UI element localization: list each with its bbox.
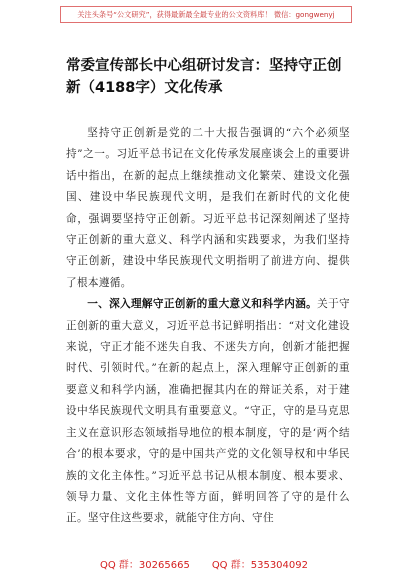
section-heading: 一、深入理解守正创新的重大意义和科学内涵。 bbox=[87, 298, 318, 311]
qq-group-1: QQ 群：30265665 bbox=[99, 560, 190, 571]
section-body-text: 关于守正创新的重大意义，习近平总书记鲜明指出：“对文化建设来说，守正才能不迷失自我、不迷失方向，创新才能把握时代、引领时代。”在新的起点上，深入理解守正创新的重要意义和科学内涵，准确把握其内在的辩证关系，对于建设中华民族现代文明具有重要意义。“守正，守的是马克思主义在意识形态领域指导地位的根本制度，守的是‘两个结合’的根本要求，守的是中国共产党的文化领导权和中华民族的文化主体性。”习近平总书记从根本制度、根本要求、领导力量、文化主体性等方面，鲜明回答了守的是什么正。坚守住这些要求，就能守住方向、守住 bbox=[66, 298, 350, 525]
promo-banner: 关注头条号“公文研究”，获得最新最全最专业的公文资料库！ 微信：gongwenyj bbox=[60, 6, 352, 23]
qq-group-2: QQ 群：535304092 bbox=[211, 560, 308, 571]
paragraph-intro: 坚持守正创新是党的二十大报告强调的“六个必须坚持”之一。习近平总书记在文化传承发展座谈会上的重要讲话中指出，在新的起点上继续推动文化繁荣、建设文化强国、建设中华民族现代文明，是我们在新时代的文化使命，强调要坚持守正创新。习近平总书记深刻阐述了坚持守正创新的重大意义、科学内涵和实践要求，为我们坚持守正创新，建设中华民族现代文明指明了前进方向、提供了根本遵循。 bbox=[66, 127, 350, 289]
footer-contact bbox=[0, 556, 408, 571]
document-title: 常委宣传部长中心组研讨发言：坚持守正创新（4188字）文化传承 bbox=[66, 58, 342, 96]
document-body bbox=[66, 123, 350, 530]
paragraph-section-1 bbox=[66, 294, 350, 529]
